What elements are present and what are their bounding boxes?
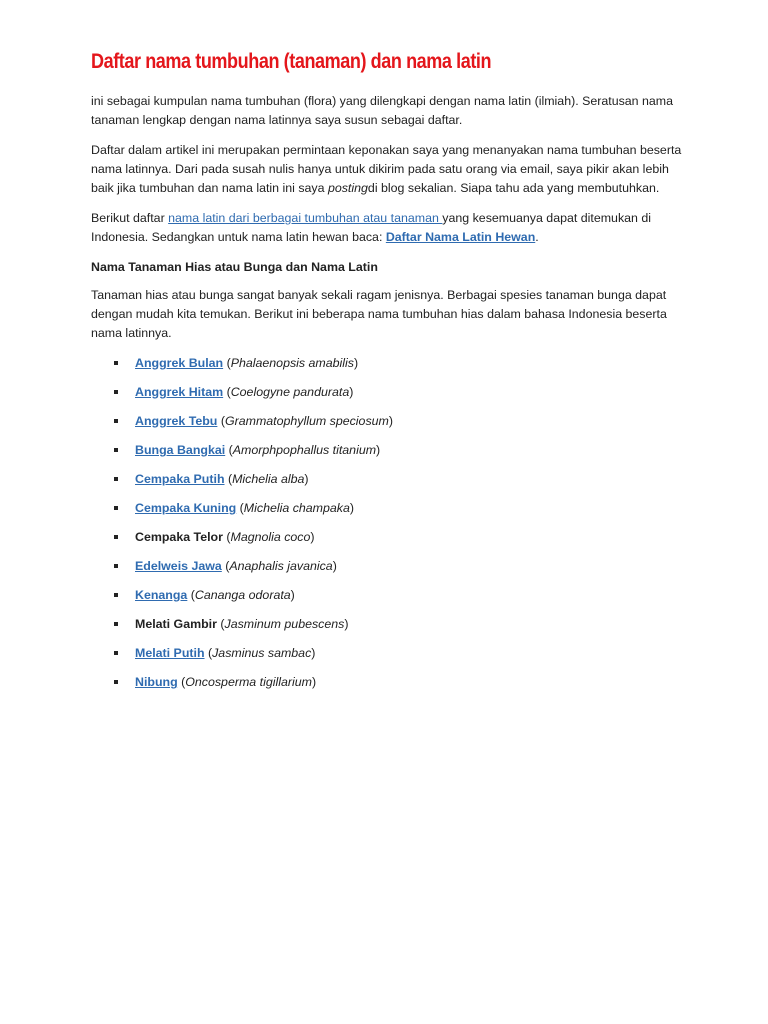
bullet-icon (114, 506, 118, 510)
plant-name-link[interactable]: Kenanga (135, 588, 188, 602)
list-intro-text-end: . (535, 230, 539, 244)
plant-name-link[interactable]: Nibung (135, 675, 178, 689)
plant-name-link[interactable]: Anggrek Bulan (135, 356, 224, 370)
plant-name-link[interactable]: Cempaka Kuning (135, 501, 237, 515)
list-intro-text-start: Berikut daftar (91, 211, 169, 225)
plant-name-link[interactable]: Melati Putih (135, 646, 205, 660)
paren-open: ( (223, 385, 231, 399)
paren-open: ( (217, 414, 225, 428)
plant-latin-names-link[interactable]: nama latin dari berbagai tumbuhan atau tanaman (168, 211, 443, 225)
section-text: Tanaman hias atau bunga sangat banyak sekali ragam jenisnya. Berbagai spesies tanaman bunga dapat dengan mudah kita temukan. Berikut ini beberapa nama tumbuhan hias dalam bahasa Indonesia beserta nama latinnya. (91, 288, 667, 340)
list-item (91, 470, 691, 499)
section-heading: Nama Tanaman Hias atau Bunga dan Nama Latin (91, 260, 378, 274)
latin-name: Michelia alba (232, 472, 305, 486)
list-item (91, 383, 691, 412)
list-intro-paragraph (91, 209, 691, 247)
latin-name: Amorphpophallus titanium (232, 443, 377, 457)
paren-close: ) (290, 588, 295, 602)
bullet-icon (114, 593, 118, 597)
bullet-icon (114, 477, 118, 481)
bullet-icon (114, 361, 118, 365)
section-paragraph (91, 286, 691, 343)
purpose-text-italic: posting (327, 181, 368, 195)
paren-close: ) (311, 675, 317, 689)
paren-close: ) (349, 385, 354, 399)
bullet-icon (114, 622, 118, 626)
document-page (91, 46, 691, 702)
bullet-icon (114, 390, 118, 394)
list-item (91, 673, 691, 702)
paren-close: ) (349, 501, 354, 515)
paren-close: ) (388, 414, 393, 428)
latin-name: Jasminus sambac (212, 646, 312, 660)
bullet-icon (114, 651, 118, 655)
latin-name: Phalaenopsis amabilis (230, 356, 354, 370)
bullet-icon (114, 680, 118, 684)
plant-name-link[interactable]: Anggrek Hitam (135, 385, 224, 399)
plant-name-link[interactable]: Bunga Bangkai (135, 443, 226, 457)
paren-close: ) (332, 559, 337, 573)
latin-name: Cananga odorata (194, 588, 291, 602)
paren-open: ( (225, 443, 233, 457)
plant-name-link[interactable]: Edelweis Jawa (135, 559, 222, 573)
purpose-text-end: di blog sekalian. Siapa tahu ada yang membutuhkan. (367, 181, 660, 195)
list-item (91, 354, 691, 383)
paren-open: ( (221, 559, 230, 573)
paren-open: ( (222, 530, 231, 544)
paren-open: ( (187, 588, 195, 602)
latin-name: Jasminum pubescens (224, 617, 345, 631)
latin-name: Oncosperma tigillarium (185, 675, 312, 689)
animal-latin-names-link[interactable]: Daftar Nama Latin Hewan (385, 230, 536, 244)
paren-open: ( (216, 617, 225, 631)
plant-name-link[interactable]: Anggrek Tebu (135, 414, 218, 428)
paren-close: ) (310, 530, 315, 544)
list-item (91, 644, 691, 673)
intro-text: ini sebagai kumpulan nama tumbuhan (flora) yang dilengkapi dengan nama latin (ilmiah). Seratusan nama tanaman lengkap dengan nama latinnya saya susun sebagai daftar. (91, 94, 674, 127)
paren-close: ) (311, 646, 316, 660)
purpose-text-start: Daftar dalam artikel ini merupakan permintaan keponakan saya yang menanyakan nama tumbuhan beserta nama latinnya. Dari pada susah nulis hanya untuk dikirim pada satu orang via email, saya pikir akan lebih baik jika tumbuhan dan nama latin ini saya (91, 143, 682, 195)
paren-close: ) (344, 617, 349, 631)
latin-name: Magnolia coco (230, 530, 311, 544)
list-item (91, 499, 691, 528)
paren-open: ( (177, 675, 186, 689)
list-item (91, 557, 691, 586)
intro-paragraph (91, 92, 691, 130)
plant-list (91, 354, 691, 702)
paren-open: ( (223, 356, 231, 370)
list-item (91, 586, 691, 615)
paren-close: ) (304, 472, 309, 486)
paren-open: ( (224, 472, 233, 486)
latin-name: Anaphalis javanica (229, 559, 333, 573)
list-item (91, 441, 691, 470)
list-intro-text-middle: yang kesemuanya dapat ditemukan di Indonesia. Sedangkan untuk nama latin hewan baca: (91, 211, 652, 244)
paren-close: ) (376, 443, 381, 457)
list-item (91, 412, 691, 441)
plant-name-link[interactable]: Cempaka Putih (135, 472, 225, 486)
bullet-icon (114, 535, 118, 539)
paren-open: ( (204, 646, 213, 660)
bullet-icon (114, 448, 118, 452)
plant-name: Melati Gambir (135, 617, 217, 631)
latin-name: Michelia champaka (243, 501, 350, 515)
list-item (91, 615, 691, 644)
paren-open: ( (236, 501, 244, 515)
purpose-paragraph (91, 141, 691, 198)
bullet-icon (114, 419, 118, 423)
page-title: Daftar nama tumbuhan (tanaman) dan nama latin (91, 50, 492, 73)
latin-name: Grammatophyllum speciosum (224, 414, 389, 428)
bullet-icon (114, 564, 118, 568)
plant-name: Cempaka Telor (135, 530, 223, 544)
paren-close: ) (354, 356, 359, 370)
list-item (91, 528, 691, 557)
latin-name: Coelogyne pandurata (230, 385, 350, 399)
